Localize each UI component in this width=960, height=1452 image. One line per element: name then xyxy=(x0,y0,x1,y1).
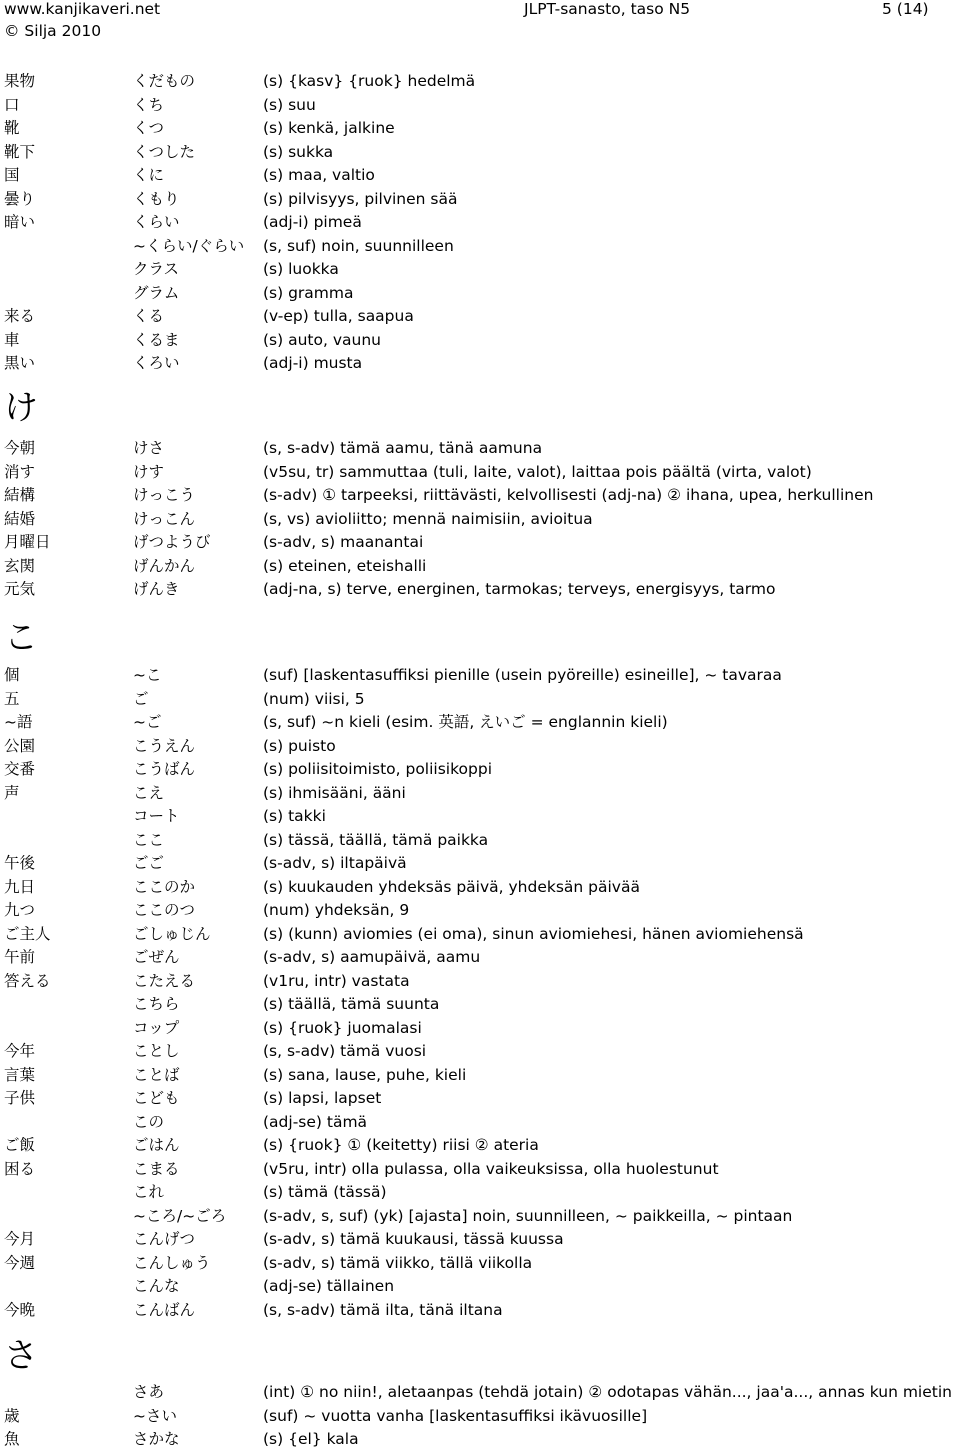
meaning-cell: (s) sana, lause, puhe, kieli xyxy=(263,1065,467,1084)
vocab-row xyxy=(0,993,960,1016)
vocab-row xyxy=(0,141,960,164)
meaning-cell: (adj-se) tämä xyxy=(263,1112,368,1131)
meaning-cell: (v5su, tr) sammuttaa (tuli, laite, valot), laittaa pois päältä (virta, valot) xyxy=(263,462,812,481)
kanji-cell: 公園 xyxy=(4,736,36,755)
kanji-cell: 午前 xyxy=(4,948,36,966)
vocab-row xyxy=(0,329,960,352)
kana-cell: くに xyxy=(133,166,165,184)
kanji-cell: 九つ xyxy=(4,901,36,919)
meaning-cell: (s) sukka xyxy=(263,142,334,161)
kana-cell: ごぜん xyxy=(133,948,180,966)
kanji-cell: 結婚 xyxy=(4,509,36,528)
vocab-row xyxy=(0,1111,960,1134)
kana-cell: けっこう xyxy=(133,486,196,504)
kanji-cell: 声 xyxy=(4,783,20,802)
kana-cell: ごご xyxy=(133,854,165,872)
kana-cell: こたえる xyxy=(133,971,196,990)
kana-cell: さあ xyxy=(133,1383,165,1401)
meaning-cell: (s) lapsi, lapset xyxy=(263,1089,382,1107)
vocab-row xyxy=(0,923,960,946)
kana-cell: くる xyxy=(133,307,165,325)
kanji-cell: 答える xyxy=(4,971,51,990)
kana-cell: ~くらい/ぐらい xyxy=(133,236,245,255)
kana-cell: ごしゅじん xyxy=(133,924,211,943)
kana-cell: ~さい xyxy=(133,1406,177,1425)
kana-cell: くもり xyxy=(133,189,180,208)
kanji-cell: 来る xyxy=(4,307,36,325)
kana-cell: この xyxy=(133,1112,165,1131)
kana-cell: げんき xyxy=(133,580,180,598)
kanji-cell: 交番 xyxy=(4,760,36,778)
vocab-row xyxy=(0,970,960,993)
meaning-cell: (s) takki xyxy=(263,807,326,825)
vocab-row xyxy=(0,782,960,805)
kanji-cell: 言葉 xyxy=(4,1065,36,1084)
vocab-row xyxy=(0,1252,960,1275)
site-link[interactable]: www.kanjikaveri.net xyxy=(4,0,161,18)
vocab-row xyxy=(0,461,960,484)
vocab-row xyxy=(0,1087,960,1110)
section-heading: け xyxy=(4,388,38,428)
vocab-row xyxy=(0,664,960,687)
meaning-cell: (s) kenkä, jalkine xyxy=(263,119,395,137)
kana-cell: ~ころ/~ごろ xyxy=(133,1206,227,1225)
vocab-row xyxy=(0,1134,960,1157)
vocab-row xyxy=(0,1040,960,1063)
meaning-cell: (s) {ruok} juomalasi xyxy=(263,1018,422,1037)
page-number: 5 (14) xyxy=(882,0,929,18)
section-heading: こ xyxy=(4,618,38,658)
meaning-cell: (s) poliisitoimisto, poliisikoppi xyxy=(263,760,492,778)
kanji-cell: 今晩 xyxy=(4,1300,36,1319)
kanji-cell: 消す xyxy=(4,462,36,481)
kana-cell: くつ xyxy=(133,119,165,137)
kanji-cell: 国 xyxy=(4,166,20,184)
kana-cell: こんげつ xyxy=(133,1230,196,1248)
meaning-cell: (s) ihmisääni, ääni xyxy=(263,783,406,802)
meaning-cell: (suf) ~ vuotta vanha [laskentasuffiksi ikävuosille] xyxy=(263,1406,648,1425)
meaning-cell: (s) eteinen, eteishalli xyxy=(263,556,427,575)
kana-cell: こえ xyxy=(133,783,165,802)
kana-cell: ごはん xyxy=(133,1136,180,1154)
vocab-row xyxy=(0,1017,960,1040)
kanji-cell: 曇り xyxy=(4,189,36,208)
kanji-cell: ご主人 xyxy=(4,924,51,943)
kanji-cell: 今年 xyxy=(4,1042,36,1060)
vocab-row xyxy=(0,1428,960,1451)
meaning-cell: (s, s-adv) tämä vuosi xyxy=(263,1042,427,1060)
kana-cell: ご xyxy=(133,689,149,708)
kana-cell: くつした xyxy=(133,142,196,161)
kana-cell: こまる xyxy=(133,1159,180,1178)
kana-cell: コート xyxy=(133,807,180,825)
kana-cell: これ xyxy=(133,1183,165,1201)
vocab-row xyxy=(0,876,960,899)
vocab-row xyxy=(0,188,960,211)
kanji-cell: 今月 xyxy=(4,1230,36,1248)
kana-cell: ここ xyxy=(133,830,165,849)
meaning-cell: (s) pilvisyys, pilvinen sää xyxy=(263,189,458,208)
meaning-cell: (s, suf) noin, suunnilleen xyxy=(263,236,454,255)
vocab-row xyxy=(0,211,960,234)
vocab-row xyxy=(0,352,960,375)
vocab-row xyxy=(0,437,960,460)
meaning-cell: (s) puisto xyxy=(263,736,336,755)
kanji-cell: 今週 xyxy=(4,1253,36,1272)
kanji-cell: ~語 xyxy=(4,713,33,731)
kana-cell: ~こ xyxy=(133,666,162,684)
vocab-row xyxy=(0,1381,960,1404)
kana-cell: こうえん xyxy=(133,736,196,755)
kana-cell: さかな xyxy=(133,1430,180,1448)
kanji-cell: 靴下 xyxy=(4,142,36,161)
meaning-cell: (s, s-adv) tämä aamu, tänä aamuna xyxy=(263,439,543,457)
vocab-row xyxy=(0,688,960,711)
vocab-row xyxy=(0,305,960,328)
meaning-cell: (s) luokka xyxy=(263,260,339,278)
kanji-cell: 靴 xyxy=(4,119,20,137)
vocab-row xyxy=(0,805,960,828)
kanji-cell: ご飯 xyxy=(4,1136,36,1154)
kana-cell: コップ xyxy=(133,1018,180,1037)
meaning-cell: (s-adv, s) tämä kuukausi, tässä kuussa xyxy=(263,1230,564,1248)
meaning-cell: (s, vs) avioliitto; mennä naimisiin, avioitua xyxy=(263,509,593,528)
vocab-row xyxy=(0,484,960,507)
meaning-cell: (num) yhdeksän, 9 xyxy=(263,901,410,919)
kanji-cell: 元気 xyxy=(4,580,36,598)
kana-cell: こんしゅう xyxy=(133,1253,211,1272)
kanji-cell: 今朝 xyxy=(4,439,36,457)
meaning-cell: (s-adv, s) tämä viikko, tällä viikolla xyxy=(263,1253,533,1272)
kanji-cell: 口 xyxy=(4,95,20,114)
vocab-row xyxy=(0,711,960,734)
meaning-cell: (s) (kunn) aviomies (ei oma), sinun aviomiehesi, hänen aviomiehensä xyxy=(263,924,804,943)
kanji-cell: 暗い xyxy=(4,213,36,231)
vocab-row xyxy=(0,1158,960,1181)
vocab-row xyxy=(0,829,960,852)
kana-cell: ここのつ xyxy=(133,901,196,919)
kanji-cell: 歳 xyxy=(4,1406,20,1425)
meaning-cell: (adj-na, s) terve, energinen, tarmokas; terveys, energisyys, tarmo xyxy=(263,580,776,598)
meaning-cell: (adj-se) tällainen xyxy=(263,1277,395,1295)
kana-cell: くろい xyxy=(133,354,180,372)
meaning-cell: (s) auto, vaunu xyxy=(263,330,381,349)
meaning-cell: (s-adv, s) maanantai xyxy=(263,533,424,551)
meaning-cell: (s) tässä, täällä, tämä paikka xyxy=(263,830,489,849)
kanji-cell: 子供 xyxy=(4,1089,36,1107)
kana-cell: ことし xyxy=(133,1042,180,1060)
vocab-row xyxy=(0,735,960,758)
copyright: © Silja 2010 xyxy=(4,22,102,40)
vocab-row xyxy=(0,1405,960,1428)
meaning-cell: (adj-i) pimeä xyxy=(263,213,362,231)
kanji-cell: 九日 xyxy=(4,877,36,896)
meaning-cell: (s, suf) ~n kieli (esim. 英語, えいご = englannin kieli) xyxy=(263,713,668,731)
kana-cell: ことば xyxy=(133,1065,180,1084)
vocab-row xyxy=(0,508,960,531)
vocab-row xyxy=(0,235,960,258)
meaning-cell: (s) maa, valtio xyxy=(263,166,375,184)
meaning-cell: (s-adv) ① tarpeeksi, riittävästi, kelvollisesti (adj-na) ② ihana, upea, herkullinen xyxy=(263,486,874,504)
meaning-cell: (s) gramma xyxy=(263,283,354,302)
kana-cell: こうばん xyxy=(133,760,196,778)
meaning-cell: (s) kuukauden yhdeksäs päivä, yhdeksän päivää xyxy=(263,877,640,896)
vocab-row xyxy=(0,578,960,601)
vocab-row xyxy=(0,1299,960,1322)
section-heading: さ xyxy=(4,1336,38,1376)
meaning-cell: (s) {ruok} ① (keitetty) riisi ② ateria xyxy=(263,1136,539,1154)
kana-cell: げつようび xyxy=(133,533,211,551)
vocab-row xyxy=(0,1205,960,1228)
vocab-row xyxy=(0,852,960,875)
meaning-cell: (v1ru, intr) vastata xyxy=(263,971,410,990)
kanji-cell: 困る xyxy=(4,1159,36,1178)
meaning-cell: (s) {kasv} {ruok} hedelmä xyxy=(263,72,476,90)
kana-cell: こども xyxy=(133,1089,180,1107)
meaning-cell: (num) viisi, 5 xyxy=(263,689,365,708)
vocab-row xyxy=(0,258,960,281)
document-title: JLPT-sanasto, taso N5 xyxy=(524,0,691,18)
kanji-cell: 月曜日 xyxy=(4,533,51,551)
kana-cell: けっこん xyxy=(133,509,196,528)
meaning-cell: (adj-i) musta xyxy=(263,354,363,372)
kana-cell: けす xyxy=(133,462,165,481)
kanji-cell: 玄関 xyxy=(4,556,36,575)
kana-cell: クラス xyxy=(133,260,180,278)
vocab-row xyxy=(0,1064,960,1087)
meaning-cell: (s-adv, s) iltapäivä xyxy=(263,854,407,872)
vocab-row xyxy=(0,946,960,969)
kanji-cell: 車 xyxy=(4,330,20,349)
kana-cell: こんな xyxy=(133,1277,180,1295)
kana-cell: くらい xyxy=(133,213,180,231)
kana-cell: グラム xyxy=(133,283,180,302)
meaning-cell: (suf) [laskentasuffiksi pienille (usein pyöreille) esineille], ~ tavaraa xyxy=(263,666,782,684)
kanji-cell: 午後 xyxy=(4,854,36,872)
meaning-cell: (int) ① no niin!, aletaanpas (tehdä jotain) ② odotapas vähän..., jaa'a..., annas kun mietin xyxy=(263,1383,952,1401)
kana-cell: くち xyxy=(133,95,165,114)
vocab-row xyxy=(0,1275,960,1298)
kanji-cell: 果物 xyxy=(4,72,36,90)
kana-cell: こちら xyxy=(133,995,180,1013)
kanji-cell: 五 xyxy=(4,689,20,708)
kanji-cell: 結構 xyxy=(4,486,36,504)
vocab-row xyxy=(0,758,960,781)
vocab-row xyxy=(0,70,960,93)
vocab-row xyxy=(0,531,960,554)
vocab-row xyxy=(0,94,960,117)
meaning-cell: (v-ep) tulla, saapua xyxy=(263,307,414,325)
vocab-row xyxy=(0,117,960,140)
meaning-cell: (s) tämä (tässä) xyxy=(263,1183,387,1201)
meaning-cell: (s, s-adv) tämä ilta, tänä iltana xyxy=(263,1300,503,1319)
kana-cell: こんばん xyxy=(133,1300,196,1319)
meaning-cell: (s-adv, s) aamupäivä, aamu xyxy=(263,948,481,966)
vocab-row xyxy=(0,1181,960,1204)
meaning-cell: (s) suu xyxy=(263,95,316,114)
vocab-row xyxy=(0,555,960,578)
kanji-cell: 魚 xyxy=(4,1430,20,1448)
meaning-cell: (v5ru, intr) olla pulassa, olla vaikeuksissa, olla huolestunut xyxy=(263,1159,719,1178)
kana-cell: ~ご xyxy=(133,713,162,731)
vocab-row xyxy=(0,899,960,922)
kanji-cell: 個 xyxy=(4,666,20,684)
kana-cell: くるま xyxy=(133,330,180,349)
meaning-cell: (s-adv, s, suf) (yk) [ajasta] noin, suunnilleen, ~ paikkeilla, ~ pintaan xyxy=(263,1206,793,1225)
vocab-row xyxy=(0,164,960,187)
meaning-cell: (s) {el} kala xyxy=(263,1430,359,1448)
kana-cell: ここのか xyxy=(133,877,196,896)
meaning-cell: (s) täällä, tämä suunta xyxy=(263,995,440,1013)
kana-cell: げんかん xyxy=(133,556,196,575)
kana-cell: くだもの xyxy=(133,72,196,90)
kana-cell: けさ xyxy=(133,439,165,457)
vocab-row xyxy=(0,1228,960,1251)
vocab-row xyxy=(0,282,960,305)
kanji-cell: 黒い xyxy=(4,354,36,372)
